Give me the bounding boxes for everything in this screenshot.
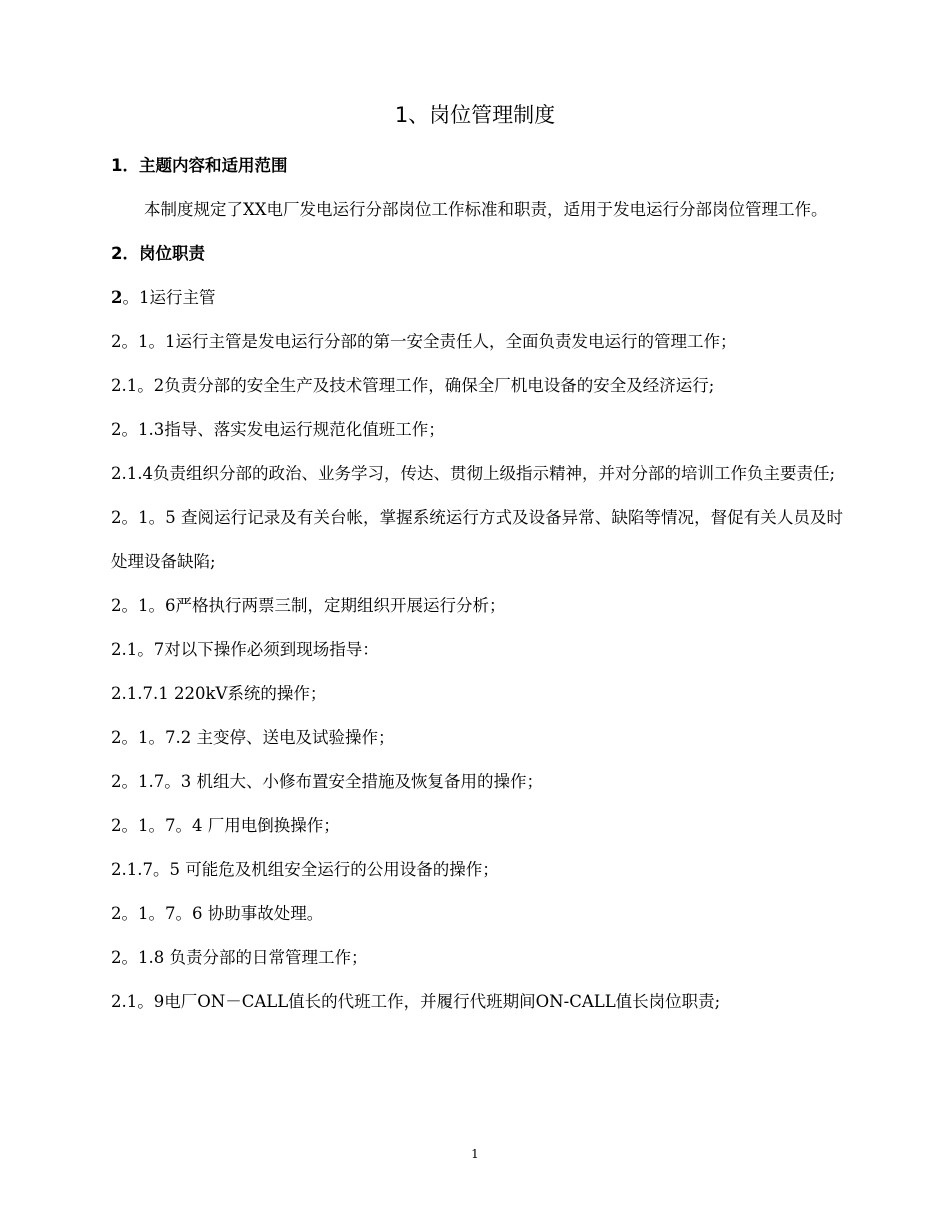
section-heading-scope: 1．主题内容和适用范围	[111, 156, 288, 175]
duty-item: 2.1。7对以下操作必须到现场指导：	[111, 640, 379, 659]
duty-item: 2.1。9电厂ON－CALL值长的代班工作，并履行代班期间ON-CALL值长岗位职责;	[111, 992, 721, 1011]
duty-item: 2.1。2负责分部的安全生产及技术管理工作，确保全厂机电设备的安全及经济运行;	[111, 376, 715, 395]
duty-item: 2。1。6严格执行两票三制，定期组织开展运行分析；	[111, 596, 506, 615]
document-body	[111, 144, 843, 1024]
duty-item: 2。1.8 负责分部的日常管理工作；	[111, 948, 368, 967]
subsection-heading-supervisor	[111, 276, 843, 320]
duty-item: 2。1。7。4 厂用电倒换操作；	[111, 816, 340, 835]
duty-item: 2。1。7.2 主变停、送电及试验操作；	[111, 728, 395, 747]
subsection-title: 。1运行主管	[122, 288, 216, 307]
duty-item: 2。1。1运行主管是发电运行分部的第一安全责任人，全面负责发电运行的管理工作；	[111, 332, 737, 351]
duty-item: 2.1.7.1 220kV系统的操作；	[111, 684, 327, 703]
duty-item: 2。1。5 查阅运行记录及有关台帐，掌握系统运行方式及设备异常、缺陷等情况，督促有关人员及时处理设备缺陷;	[111, 508, 843, 571]
section-heading-duties: 2．岗位职责	[111, 244, 205, 263]
subsection-number: 2	[111, 288, 123, 307]
duty-item: 2.1.4负责组织分部的政治、业务学习，传达、贯彻上级指示精神，并对分部的培训工作负主要责任;	[111, 464, 836, 483]
duty-item: 2。1.3指导、落实发电运行规范化值班工作；	[111, 420, 445, 439]
duty-item: 2。1。7。6 协助事故处理。	[111, 904, 324, 923]
duty-item: 2.1.7。5 可能危及机组安全运行的公用设备的操作；	[111, 860, 499, 879]
document-title: 1、岗位管理制度	[394, 103, 556, 127]
duty-item: 2。1.7。3 机组大、小修布置安全措施及恢复备用的操作；	[111, 772, 543, 791]
page-number: 1	[471, 1147, 479, 1161]
scope-paragraph: 本制度规定了XX电厂发电运行分部岗位工作标准和职责，适用于发电运行分部岗位管理工作。	[144, 200, 828, 219]
